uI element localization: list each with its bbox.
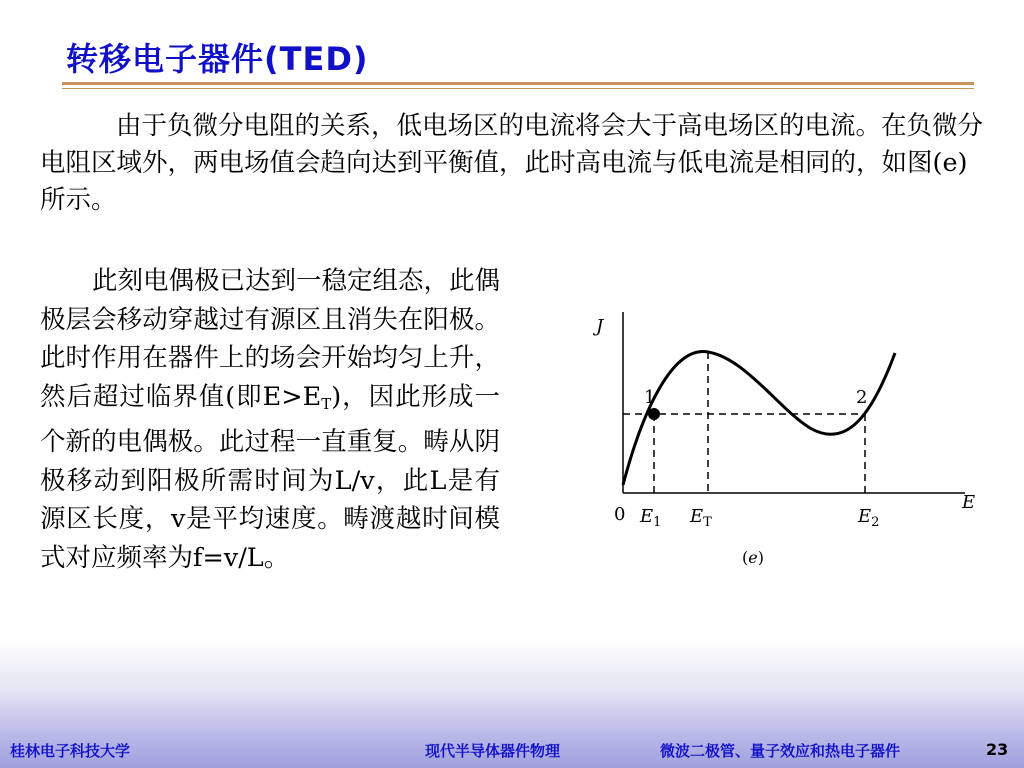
jv-curve bbox=[623, 352, 895, 485]
jv-curve-figure bbox=[590, 300, 990, 580]
e2-tick-sub: 2 bbox=[871, 515, 880, 530]
et-tick-sub: T bbox=[703, 515, 712, 530]
point-2-label: 2 bbox=[856, 387, 868, 408]
caption-close: ) bbox=[757, 548, 764, 567]
title-divider-thick bbox=[62, 82, 974, 85]
caption-open: ( bbox=[742, 548, 749, 567]
dipole-paragraph-part2: )，因此形成一个新的电偶极。此过程一直重复。畴从阴极移动到阳极所需时间为L/v，此L是有源区长度，v是平均速度。畴渡越时间模式对应频率为f=v/L。 bbox=[40, 381, 501, 573]
slide-title: 转移电子器件(TED) bbox=[66, 40, 369, 78]
e2-tick-main: E bbox=[858, 506, 872, 527]
footer-course-name: 现代半导体器件物理 bbox=[425, 742, 561, 760]
origin-label: 0 bbox=[614, 504, 626, 525]
dipole-paragraph-part1: 此刻电偶极已达到一稳定组态，此偶极层会移动穿越过有源区且消失在阳极。此时作用在器件上的场会开始均匀上升，然后超过临界值(即E>E bbox=[40, 266, 501, 412]
e2-tick-label bbox=[857, 506, 879, 530]
dipole-paragraph-subscript: T bbox=[321, 394, 332, 413]
dipole-paragraph bbox=[40, 262, 500, 577]
caption-letter: e bbox=[748, 548, 758, 567]
y-axis-label: J bbox=[596, 316, 604, 337]
x-axis-label: E bbox=[962, 492, 976, 513]
e1-tick-label bbox=[639, 506, 661, 530]
title-divider-thin bbox=[62, 88, 974, 89]
point-1-marker bbox=[648, 408, 660, 420]
intro-paragraph: 由于负微分电阻的关系，低电场区的电流将会大于高电场区的电流。在负微分电阻区域外，两电场值会趋向达到平衡值，此时高电流与低电流是相同的，如图(e)所示。 bbox=[40, 111, 984, 215]
footer-school-name: 桂林电子科技大学 bbox=[10, 742, 131, 760]
figure-caption bbox=[742, 548, 764, 567]
page-number: 23 bbox=[986, 740, 1009, 759]
e1-tick-main: E bbox=[640, 506, 654, 527]
et-tick-main: E bbox=[690, 506, 704, 527]
et-tick-label bbox=[689, 506, 712, 530]
point-1-label: 1 bbox=[644, 387, 656, 408]
footer-chapter-name: 微波二极管、量子效应和热电子器件 bbox=[660, 742, 901, 760]
e1-tick-sub: 1 bbox=[653, 515, 662, 530]
